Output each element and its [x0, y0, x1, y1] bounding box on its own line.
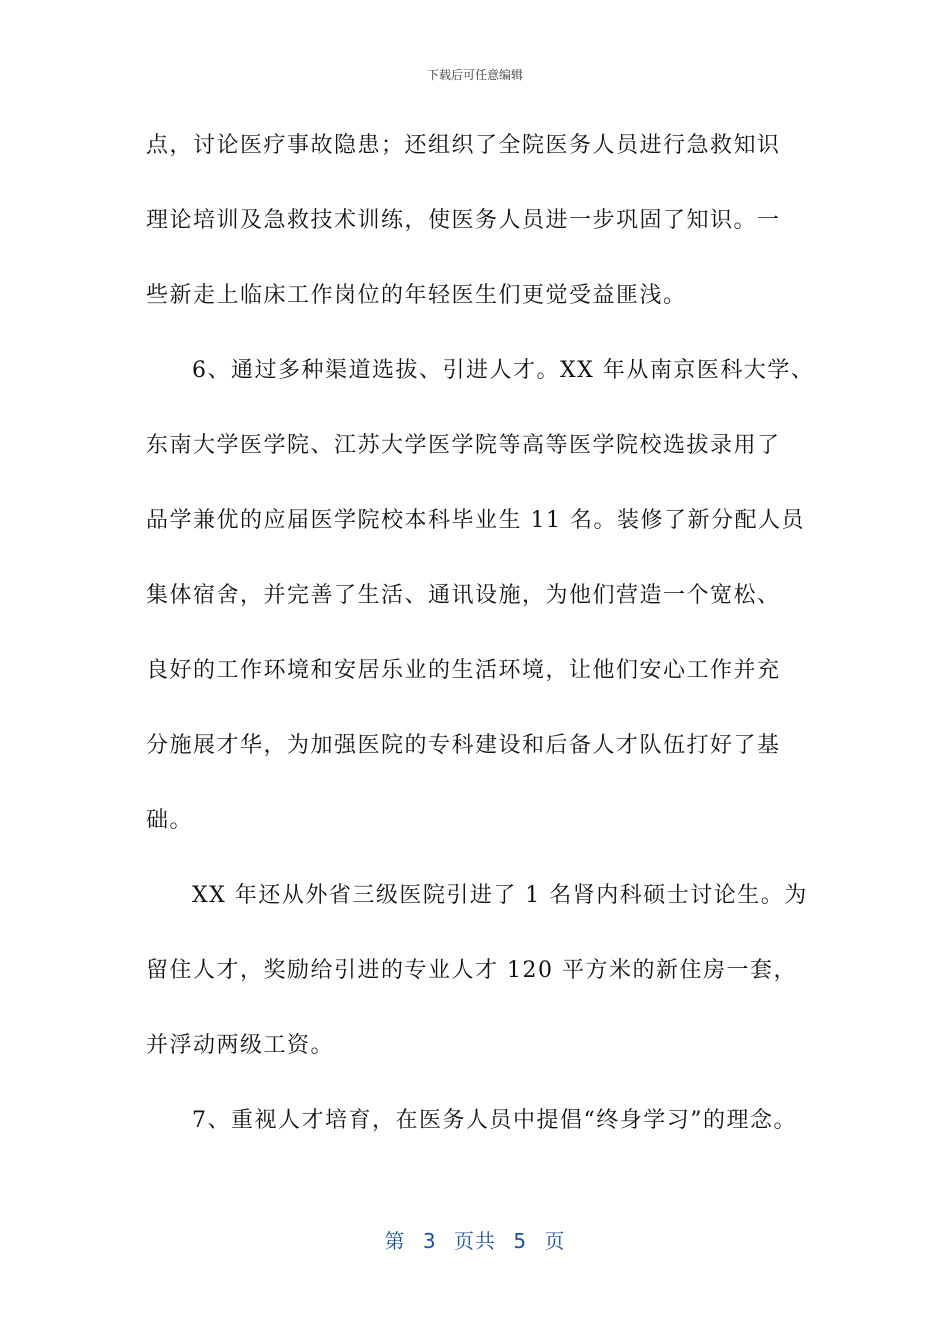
text-line-12: 留住人才，奖励给引进的专业人才 120 平方米的新住房一套， [146, 958, 797, 983]
page-footer [0, 1225, 950, 1254]
text-line-8: 良好的工作环境和安居乐业的生活环境，让他们安心工作并充 [146, 658, 781, 683]
text-line-7: 集体宿舍，并完善了生活、通讯设施，为他们营造一个宽松、 [146, 583, 781, 608]
text-line-11: XX 年还从外省三级医院引进了 1 名肾内科硕士讨论生。为 [192, 883, 808, 908]
text-line-10: 础。 [146, 808, 194, 833]
text-line-2: 理论培训及急救技术训练，使医务人员进一步巩固了知识。一 [146, 208, 781, 233]
text-line-5: 东南大学医学院、江苏大学医学院等高等医学院校选拔录用了 [146, 433, 781, 458]
text-line-3: 些新走上临床工作岗位的年轻医生们更觉受益匪浅。 [146, 283, 687, 308]
document-body [146, 121, 836, 1171]
page-header: 下载后可任意编辑 [426, 68, 523, 82]
total-pages-number: 5 [513, 1229, 528, 1253]
page-label-prefix: 第 [384, 1229, 406, 1253]
text-line-4: 6、通过多种渠道选拔、引进人才。XX 年从南京医科大学、 [192, 358, 815, 383]
text-line-13: 并浮动两级工资。 [146, 1033, 335, 1058]
text-line-1: 点，讨论医疗事故隐患；还组织了全院医务人员进行急救知识 [146, 133, 781, 158]
current-page-number: 3 [422, 1229, 437, 1253]
text-line-14: 7、重视人才培育，在医务人员中提倡“终身学习”的理念。 [192, 1108, 797, 1133]
text-line-6: 品学兼优的应届医学院校本科毕业生 11 名。装修了新分配人员 [146, 508, 805, 533]
page-label-mid: 页共 [454, 1229, 496, 1253]
text-line-9: 分施展才华，为加强医院的专科建设和后备人才队伍打好了基 [146, 733, 781, 758]
page-label-suffix: 页 [544, 1229, 566, 1253]
